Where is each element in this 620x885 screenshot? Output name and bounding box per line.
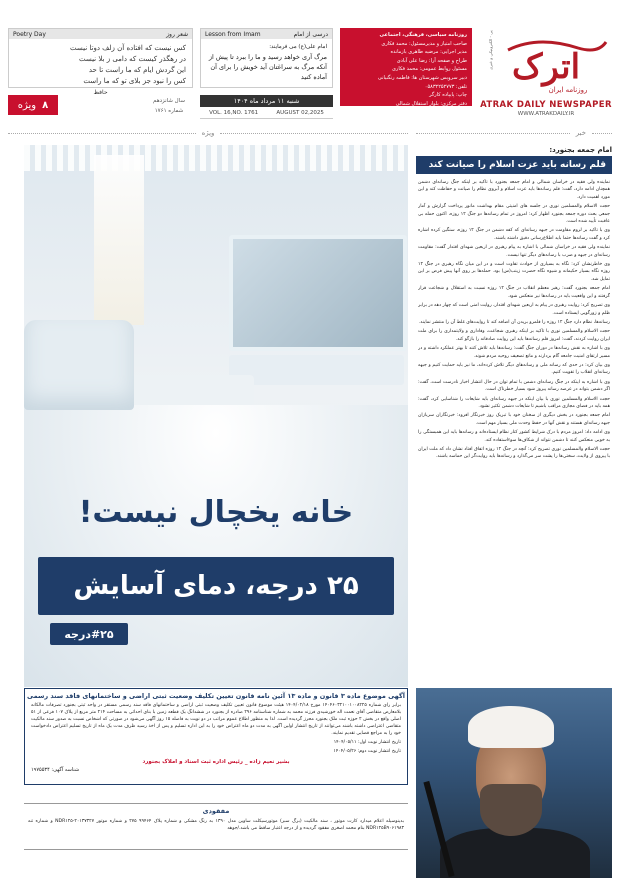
notice-id: شناسه آگهی: ۱۹۷۵۵۳۴ <box>31 767 80 773</box>
masthead-line: صاحب امتیاز و مدیرمسئول: محمد فکاری <box>381 40 467 47</box>
poetry-line: این گردش ایام که ما راست تا حد <box>88 66 186 74</box>
logo-text: اترک <box>511 47 581 87</box>
masthead-line: چاپ: پایپاده کارگر <box>429 92 467 99</box>
ad-window <box>94 155 144 325</box>
issue-date-en-text: AUGUST 02,2025 <box>276 109 324 116</box>
notice-title: آگهی موضوع ماده ۳ قانون و ماده ۱۳ آئین نامه قانون تعیین تکلیف وضعیت ثبتی اراضی و ساختمانهای فاقد سند رسمی <box>27 692 405 700</box>
issue-date-fa <box>200 95 333 107</box>
lost-body: بدینوسیله اعلام میدارد کارت موتور ، سند مالکیت (برگ سبز) موتورسیکلت ساوین مدل ۱۳۹۰ به رنگ مشکی و شماره پلاک ۹۹۴۶۴ ۲۷۵ و شماره موتور NDR۱۲۵-۲۰۱۳۷۳۲۷ و شماره تنه NDR۱۲۵B۹۰۶۱۹۸۳ بنام محمد اصغری مفقود گردیده و از درجه اعتبار ساقط می باشد./جوهه <box>28 819 404 831</box>
ad-frozen-tv <box>229 235 407 351</box>
ad-subline: ۲۵ درجه، دمای آسایش <box>38 557 394 615</box>
article-headline: قلم رسانه باید عزت اسلام را صیانت کند <box>428 160 606 170</box>
paper-name-en: ATRAK DAILY NEWSPAPER <box>480 100 612 110</box>
issue-date-en <box>200 107 333 119</box>
poetry-line: در رهگذر کیست که دامی ز بلا نیست <box>78 55 186 63</box>
article-paragraph: حجت الاسلام والمسلمین نوری تصریح کرد: آنچه در جنگ ۱۲ روزه اتفاق افتاد نشان داد که ملت ایران با پیروی از ولایت، سختی‌ها را پشت سر می‌گذارد و رسانه‌ها باید روایت‌گر این حماسه باشند. <box>418 447 610 460</box>
article-paragraph: وی خاطرنشان کرد: نگاه به بسیاری از حوادث تفاوت است و در این میان نگاه رهبری در جنگ ۱۲ روزه نگاه بسیار حکیمانه و شیوه نگاه حضرت زینب(س) بود. حمله‌ها بر روی آنها پیش فرض بر این تمایل شد. <box>418 262 610 282</box>
article-paragraph: حجت الاسلام والمسلمین نوری با بیان اینکه در جبهه رسانه‌ای باید شایعات را شناسایی کرد، گفت: همه باید در فضای مجازی مراقب باشیم تا شایعات دشمن تکثیر نشود. <box>418 396 610 409</box>
article-paragraph: نماینده ولی فقیه در خراسان شمالی و امام جمعه بجنورد با تاکید بر اینکه جنگ رسانه‌ای دشمن همچنان ادامه دارد، گفت: قلم رسانه‌ها باید عزت اسلام و آبروی نظام را صیانت و حفاظت کند و این مورد اهمیت دارد. <box>418 180 610 200</box>
poetry-label-fa: شعر روز <box>166 30 188 38</box>
article-paragraph: حجت الاسلام والمسلمین نوری در جلسه های امنیتی مقام بهداشت مانور پرداخت گزارش و آمار جمعی بحث دوره جمعه بجنورد اظهار کرد: امروز در تمام رسانه‌ها دو جنگ ۱۲ روزه، اکنون حمله بی عاقبت تأیید شده است. <box>418 204 610 225</box>
masthead-line: دبیر سرویس شهرستان ها: فاطمه رنگنیانی <box>377 74 467 81</box>
article-paragraph: حجت الاسلام والمسلمین نوری با تاکید بر اینکه رهبری شجاعت، وفاداری و ولایتمداری را برای ملت ایران روایت کردند، گفت: امروز قلم رسانه‌ها باید این روایت صادقانه را بازگو کند. <box>418 329 610 342</box>
atrak-logo <box>478 30 614 100</box>
issue-number: شماره ۱۷۶۱ <box>154 108 184 114</box>
poetry-poet: حافظ <box>93 89 108 96</box>
masthead-line: تلفن: ۰۵۸۳۲۲۵۲۷۷۳ <box>424 83 467 90</box>
article-paragraph: وی با اشاره به اینکه در جنگ رسانه‌ای دشمن با تمام توان در حال انتشار اخبار نادرست است، گفت: اگر دشمن بتواند در عرصه رسانه پیروز شود بسیار خطرناک است. <box>418 379 610 393</box>
issue-date-fa-text: شنبه ۱۱ مرداد ماه ۱۴۰۴ <box>233 97 300 105</box>
article-paragraph: وی ادامه داد: امروز مردم با درک شرایط کشور کنار نظام ایستاده‌اند و رسانه‌ها باید این همبستگی را به خوبی منعکس کنند تا دشمن نتواند از شکاف‌ها سوءاستفاده کند. <box>418 430 610 443</box>
page-label: ویژه <box>17 99 37 111</box>
article-paragraph: رسانه‌ها، نظام دارد جنگ ۱۲ روزه را قلمرو بریدن آن اضافه کند تا روایت‌های غلط آن را منتشر نمایند. <box>418 319 610 325</box>
notice-date2: تاریخ انتشار نوبت دوم: ۱۴۰۴/۰۵/۲۶ <box>333 749 401 754</box>
volume-info <box>140 96 198 116</box>
article-paragraph: نماینده ولی فقیه در خراسان شمالی با اشاره به پیام رهبری در اربعین شهدای اقتدار گفت: مقاومت رسانه‌ای در جبهه و ضرب با رسانه‌های دیگر تنها نیست. <box>418 245 610 258</box>
photo-turban <box>468 706 554 748</box>
article-paragraph: وی بیان کرد: در حدی که رسانه ملی و رسانه‌های دیگر تلاش کرده‌اند، ما نیز باید حمایت کنیم و جبهه رسانه‌ای انقلاب را تقویت کنیم. <box>418 362 610 376</box>
lesson-label-en: Lesson from Imam <box>205 30 261 38</box>
masthead-line: دفتر مرکزی: بلوار استقلال شمالی <box>395 100 467 107</box>
section-separator-left <box>8 128 408 138</box>
ad-frozen-sofa <box>24 320 134 410</box>
photo-beard <box>480 784 542 836</box>
lesson-text <box>201 39 332 85</box>
section-label-right: خبر <box>575 129 586 137</box>
article-paragraph: امام جمعه بجنورد گفت: رهبر معظم انقلاب در جنگ ۱۲ روزه نسبت به استقلال و شجاعت قرار گرفتند و این واقعیت باید در رسانه‌ها نیز منعکس شود. <box>418 286 610 299</box>
logo-subtitle: روزنامه ایران <box>548 86 588 94</box>
issue-vol: VOL. 16,NO. 1761 <box>209 109 259 116</box>
masthead-info <box>340 28 472 116</box>
lesson-header <box>201 29 332 39</box>
lesson-box <box>200 28 333 88</box>
article-body <box>418 179 610 683</box>
logo-tagline: چاپی - الکترونیکی و خبری <box>488 30 493 70</box>
ad-icicles <box>24 145 408 171</box>
masthead-line: مدیر اجرایی: مرضیه طاهری بازمانده <box>390 49 467 56</box>
section-label-left: ویژه <box>201 129 215 137</box>
article-paragraph: وی با تاکید بر لزوم مقاومت در جبهه رسانه‌ای که کفه دشمن در جنگ ۱۲ روزه، سنگین کرده اشاره کرد و گفت رسانه‌ها حتما باید اطلاع‌رسانی دقیق داشته باشند. <box>418 228 610 241</box>
lesson-intro: امام علی(ع) می فرمایند: <box>269 44 327 50</box>
paper-url[interactable]: WWW.ATRAKDAILY.IR <box>517 111 575 117</box>
ad-frozen-cabinet <box>229 355 404 385</box>
article-kicker: امام جمعه بجنورد: <box>549 146 612 154</box>
poetry-label-en: Poetry Day <box>13 30 46 38</box>
energy-ad <box>24 145 408 687</box>
poetry-header <box>9 29 192 39</box>
lesson-quote: مرگ آری خواهد رسید و ما را ببرد تا پیش از آنکه مرگ به سراغتان آید خویش را برای آن آماده کنید <box>208 53 327 81</box>
lost-title: مفقودی <box>202 807 230 815</box>
masthead-line: طراح و صفحه آرا: رضا علی آبادی <box>396 57 467 64</box>
cleric-photo <box>416 688 612 878</box>
page-number: ۸ <box>42 99 49 111</box>
notice-signature: بشیر نعیم زاده _ رئیس اداره ثبت اسناد و املاک بجنورد <box>142 759 290 765</box>
photo-microphone <box>423 781 454 877</box>
page-number-badge <box>8 95 58 115</box>
year-label: سال شانزدهم <box>153 98 185 104</box>
article-paragraph: امام جمعه بجنورد در بخش دیگری از سخنان خود با تبریک روز خبرنگار افزود: خبرنگاران سربازان جبهه رسانه‌ای هستند و نقش آنها در حفظ وحدت ملی بسیار مهم است. <box>418 413 610 426</box>
logo-graphic <box>478 30 614 100</box>
ad-headline: خانه یخچال نیست! <box>78 495 354 530</box>
ad-hashtag: #۲۵درجه <box>50 623 128 645</box>
poetry-line: کس نیست که افتاده آن زلف دوتا نیست <box>69 44 186 52</box>
masthead-line: نبش چهارراه ارشاد، ساختمان نیکان طبقه چهارم <box>366 109 467 116</box>
issue-info <box>200 95 333 118</box>
article-paragraph: وی با اشاره به نقش رسانه‌ها در دوران جنگ گفت: رسانه‌ها باید تلاش کنند تا بهتر عملکرد داشته و در مسیر ارتقای امنیت جامعه گام بردارند و مانع تضعیف روحیه مردم شوند. <box>418 346 610 359</box>
poetry-box <box>8 28 193 96</box>
notice-body: برابر رای شماره ۱۴۰۴۶۰۳۲۱۰۰۱۰۰۸۲۲۵ مورخ ۱۴۰۴/۰۲/۱۸ هیئت موضوع قانون تعیین تکلیف وضعیت ثبتی اراضی و ساختمانهای فاقد سند رسمی مستقر در واحد ثبتی بجنورد تصرفات مالکانه بلامعارض متقاضی آقای نعمت اله خورشیدی فرزند محمد به شماره شناسنامه ۲۹۶ صادره از بجنورد در ششدانگ یک قطعه زمین با بنای احداثی به مساحت ۲۱۴ متر مربع از پلاک ۱۰۷ فرعی از ۵۱ اصلی واقع در بخش ۲ حوزه ثبت ملک بجنورد محرز گردیده است. لذا به منظور اطلاع عموم مراتب در دو نوبت به فاصله ۱۵ روز آگهی می‌شود در صورتی که اشخاص نسبت به صدور سند مالکیت متقاضی اعتراضی داشته باشند می‌توانند از تاریخ انتشار اولین آگهی به مدت دو ماه اعتراض خود را به این اداره تسلیم و پس از اخذ رسید ظرف مدت یک ماه از تاریخ تسلیم اعتراض دادخواست خود را به مراجع قضایی تقدیم نمایند. <box>31 703 401 736</box>
lesson-label-fa: درسی از امام <box>293 30 328 38</box>
masthead-line: روزنامه سیاسی، فرهنگی، اجتماعی <box>379 32 467 38</box>
ad-frozen-table <box>134 375 254 405</box>
section-separator-right <box>416 128 612 138</box>
article-headline-bar <box>416 156 612 174</box>
notice-date1: تاریخ انتشار نوبت اول: ۱۴۰۴/۰۵/۱۱ <box>333 740 401 745</box>
legal-notice <box>24 688 408 785</box>
article-paragraph: وی تصریح کرد: روایت رهبری در پیام به اربعین شهدای اقتدار، روایت امنی است که چهار دهه در برابر ظلم و زورگویی ایستاده است. <box>418 303 610 316</box>
poetry-line: کس را نبود جز بلای تو که ما راست <box>83 77 186 85</box>
poetry-text <box>9 39 192 102</box>
lost-notice <box>24 803 408 850</box>
masthead-line: مسئول روابط عمومی: محمد فکاری <box>392 66 467 73</box>
